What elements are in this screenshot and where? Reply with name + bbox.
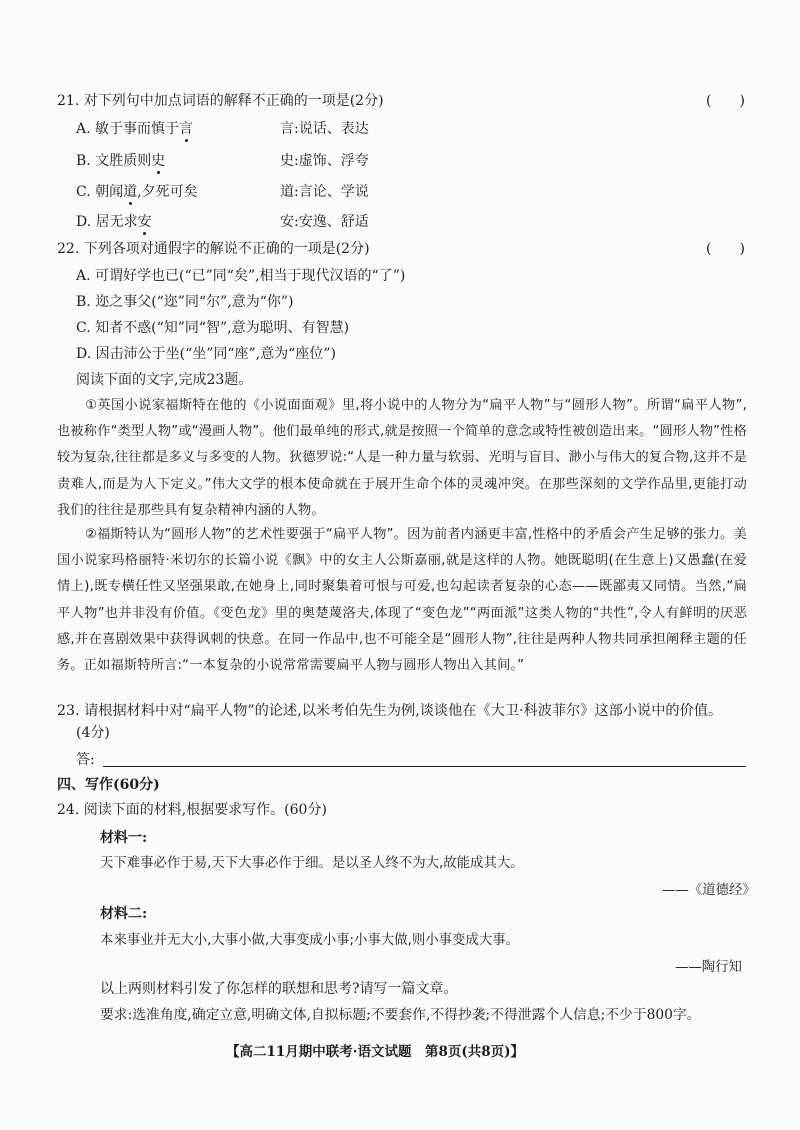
q21-gloss-a: 言:说话、表达	[280, 121, 369, 137]
answer-line[interactable]	[103, 766, 746, 767]
material-1-label: 材料一:	[100, 830, 148, 846]
q22-option-b: B. 迩之事父(“迩”同“尔”,意为“你”)	[76, 294, 294, 310]
q22-option-c: C. 知者不惑(“知”同“智”,意为聪明、有智慧)	[76, 320, 350, 336]
q21-gloss-b: 史:虚饰、浮夸	[280, 153, 369, 169]
passage-paragraph-1: ①英国小说家福斯特在他的《小说面面观》里,将小说中的人物分为“扁平人物”与“圆形人物”。所谓“扁平人物”,也被称作“类型人物”或“漫画人物”。他们最单纯的形式,就是按照一个简单的意念或特性被创造出来。“圆形人物”性格较为复杂,往往都是多义与多变的人物。狄德罗说:“人是一种力量与软弱、光明与盲目、渺小与伟大的复合物,这并不是责难人,而是为人下定义。”伟大文学的根本使命就在于展开生命个体的灵魂冲突。在那些深刻的文学作品里,更能打动我们的往往是那些具有复杂精神内涵的人物。	[57, 398, 747, 518]
q22-answer-paren: ( )	[706, 241, 745, 257]
section-title: 四、写作(60分)	[57, 777, 160, 793]
writing-requirements: 要求:选准角度,确定立意,明确文体,自拟标题;不要套作,不得抄袭;不得泄露个人信息;不少于800字。	[100, 1007, 701, 1023]
q22-option-a: A. 可谓好学也已(“已”同“矣”,相当于现代汉语的“了”)	[76, 268, 406, 284]
q21-answer-paren: ( )	[706, 93, 745, 109]
passage-paragraph-2: ②福斯特认为“圆形人物”的艺术性要强于“扁平人物”。因为前者内涵更丰富,性格中的矛盾会产生足够的张力。美国小说家玛格丽特·米切尔的长篇小说《飘》中的女主人公斯嘉丽,就是这样的人物。她既聪明(在生意上)又愚蠢(在爱情上),既专横任性又坚强果敢,在她身上,同时聚集着可恨与可爱,也勾起读者复杂的心态——既鄙夷又同情。当然,“扁平人物”也并非没有价值。《变色龙》里的奥楚蔑洛夫,体现了“变色龙”“两面派”这类人物的“共性”,令人有鲜明的厌恶感,并在喜剧效果中获得讽刺的快意。在同一作品中,也不可能全是“圆形人物”,往往是两种人物共同承担阐释主题的任务。正如福斯特所言:“一本复杂的小说常常需要扁平人物与圆形人物出入其间。”	[57, 527, 747, 674]
material-2-label: 材料二:	[100, 906, 148, 922]
q21-gloss-d: 安:安逸、舒适	[280, 214, 369, 230]
material-2-source: ——陶行知	[675, 960, 742, 975]
q21-option-c: C. 朝闻道,夕死可矣	[76, 184, 198, 200]
dotted-word: 道	[123, 184, 138, 200]
answer-label: 答:	[76, 752, 95, 768]
dotted-word: 言	[179, 121, 194, 137]
q21-option-d: D. 居无求安	[76, 214, 152, 230]
q21-option-b: B. 文胜质则史	[76, 153, 166, 169]
reading-intro: 阅读下面的文字,完成23题。	[76, 372, 253, 388]
q24-stem: 24. 阅读下面的材料,根据要求写作。(60分)	[57, 802, 327, 818]
material-1-text: 天下难事必作于易,天下大事必作于细。是以圣人终不为大,故能成其大。	[100, 856, 524, 871]
q22-stem: 22. 下列各项对通假字的解说不正确的一项是(2分)	[57, 241, 370, 257]
dotted-word: 史	[151, 153, 166, 169]
q22-option-d: D. 因击沛公于坐(“坐”同“座”,意为“座位”)	[76, 346, 336, 362]
q21-stem: 21. 对下列句中加点词语的解释不正确的一项是(2分)	[57, 93, 384, 109]
page-footer: 【高二11月期中联考·语文试题 第8页(共8页)】	[226, 1044, 525, 1060]
writing-prompt: 以上两则材料引发了你怎样的联想和思考?请写一篇文章。	[100, 981, 458, 997]
q21-gloss-c: 道:言论、学说	[280, 184, 369, 200]
material-1-source: ——《道德经》	[662, 883, 756, 898]
q23-stem: 23. 请根据材料中对“扁平人物”的论述,以米考伯先生为例,谈谈他在《大卫·科波菲尔》这部小说中的价值。	[57, 703, 723, 719]
q21-option-a: A. 敏于事而慎于言	[76, 121, 194, 137]
material-2-text: 本来事业并无大小,大事小做,大事变成小事;小事大做,则小事变成大事。	[100, 933, 519, 948]
q23-points: (4分)	[76, 725, 110, 741]
dotted-word: 安	[137, 214, 152, 230]
